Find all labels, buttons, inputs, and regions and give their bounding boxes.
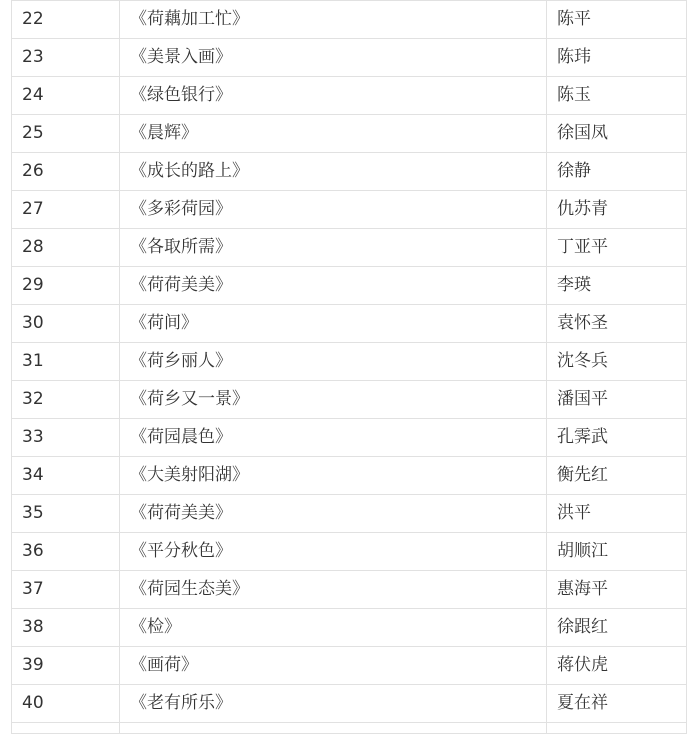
number-cell: 26 [12, 153, 120, 191]
number-cell: 29 [12, 267, 120, 305]
table-row [12, 229, 687, 267]
number-cell: 39 [12, 647, 120, 685]
number-cell: 28 [12, 229, 120, 267]
author-cell: 徐静 [547, 153, 687, 191]
table-row [12, 39, 687, 77]
author-cell: 洪平 [547, 495, 687, 533]
number-cell: 38 [12, 609, 120, 647]
author-cell: 陈玉 [547, 77, 687, 115]
title-cell: 《画荷》 [120, 647, 547, 685]
title-cell: 《荷乡又一景》 [120, 381, 547, 419]
number-cell: 25 [12, 115, 120, 153]
number-cell: 27 [12, 191, 120, 229]
author-cell: 徐国凤 [547, 115, 687, 153]
title-cell: 《成长的路上》 [120, 153, 547, 191]
author-cell: 徐跟红 [547, 609, 687, 647]
title-cell: 《荷藕加工忙》 [120, 1, 547, 39]
table-row [12, 457, 687, 495]
table-row [12, 381, 687, 419]
number-cell: 36 [12, 533, 120, 571]
title-cell: 《荷园晨色》 [120, 419, 547, 457]
table-row [12, 191, 687, 229]
table-row [12, 343, 687, 381]
table-row [12, 305, 687, 343]
title-cell: 《荷荷美美》 [120, 267, 547, 305]
table-row [12, 77, 687, 115]
title-cell: 《荷乡丽人》 [120, 343, 547, 381]
author-cell: 蒋伏虎 [547, 647, 687, 685]
number-cell: 37 [12, 571, 120, 609]
number-cell: 40 [12, 685, 120, 723]
author-cell: 陈玮 [547, 39, 687, 77]
number-cell: 23 [12, 39, 120, 77]
author-cell: 李瑛 [547, 267, 687, 305]
title-cell: 《各取所需》 [120, 229, 547, 267]
author-cell: 潘国平 [547, 381, 687, 419]
number-cell: 31 [12, 343, 120, 381]
title-cell: 《荷荷美美》 [120, 495, 547, 533]
number-cell: 22 [12, 1, 120, 39]
number-cell: 24 [12, 77, 120, 115]
author-cell: 仇苏青 [547, 191, 687, 229]
table-row [12, 495, 687, 533]
author-cell [547, 723, 687, 734]
author-cell: 陈平 [547, 1, 687, 39]
title-cell: 《平分秋色》 [120, 533, 547, 571]
number-cell [12, 723, 120, 734]
number-cell: 34 [12, 457, 120, 495]
title-cell: 《荷园生态美》 [120, 571, 547, 609]
title-cell: 《多彩荷园》 [120, 191, 547, 229]
table-row [12, 153, 687, 191]
results-table-container [11, 0, 686, 734]
table-row [12, 267, 687, 305]
title-cell: 《绿色银行》 [120, 77, 547, 115]
author-cell: 袁怀圣 [547, 305, 687, 343]
author-cell: 孔霁武 [547, 419, 687, 457]
author-cell: 惠海平 [547, 571, 687, 609]
number-cell: 30 [12, 305, 120, 343]
title-cell: 《老有所乐》 [120, 685, 547, 723]
results-table [11, 0, 687, 734]
title-cell: 《检》 [120, 609, 547, 647]
table-row [12, 533, 687, 571]
author-cell: 夏在祥 [547, 685, 687, 723]
author-cell: 丁亚平 [547, 229, 687, 267]
table-row [12, 609, 687, 647]
results-table-body [12, 1, 687, 734]
table-row [12, 419, 687, 457]
title-cell: 《荷间》 [120, 305, 547, 343]
number-cell: 32 [12, 381, 120, 419]
author-cell: 衡先红 [547, 457, 687, 495]
title-cell [120, 723, 547, 734]
number-cell: 33 [12, 419, 120, 457]
table-row [12, 571, 687, 609]
title-cell: 《美景入画》 [120, 39, 547, 77]
table-row [12, 115, 687, 153]
table-row [12, 1, 687, 39]
table-row [12, 685, 687, 723]
author-cell: 沈冬兵 [547, 343, 687, 381]
table-row [12, 647, 687, 685]
title-cell: 《晨辉》 [120, 115, 547, 153]
number-cell: 35 [12, 495, 120, 533]
table-row-partial [12, 723, 687, 734]
author-cell: 胡顺江 [547, 533, 687, 571]
title-cell: 《大美射阳湖》 [120, 457, 547, 495]
